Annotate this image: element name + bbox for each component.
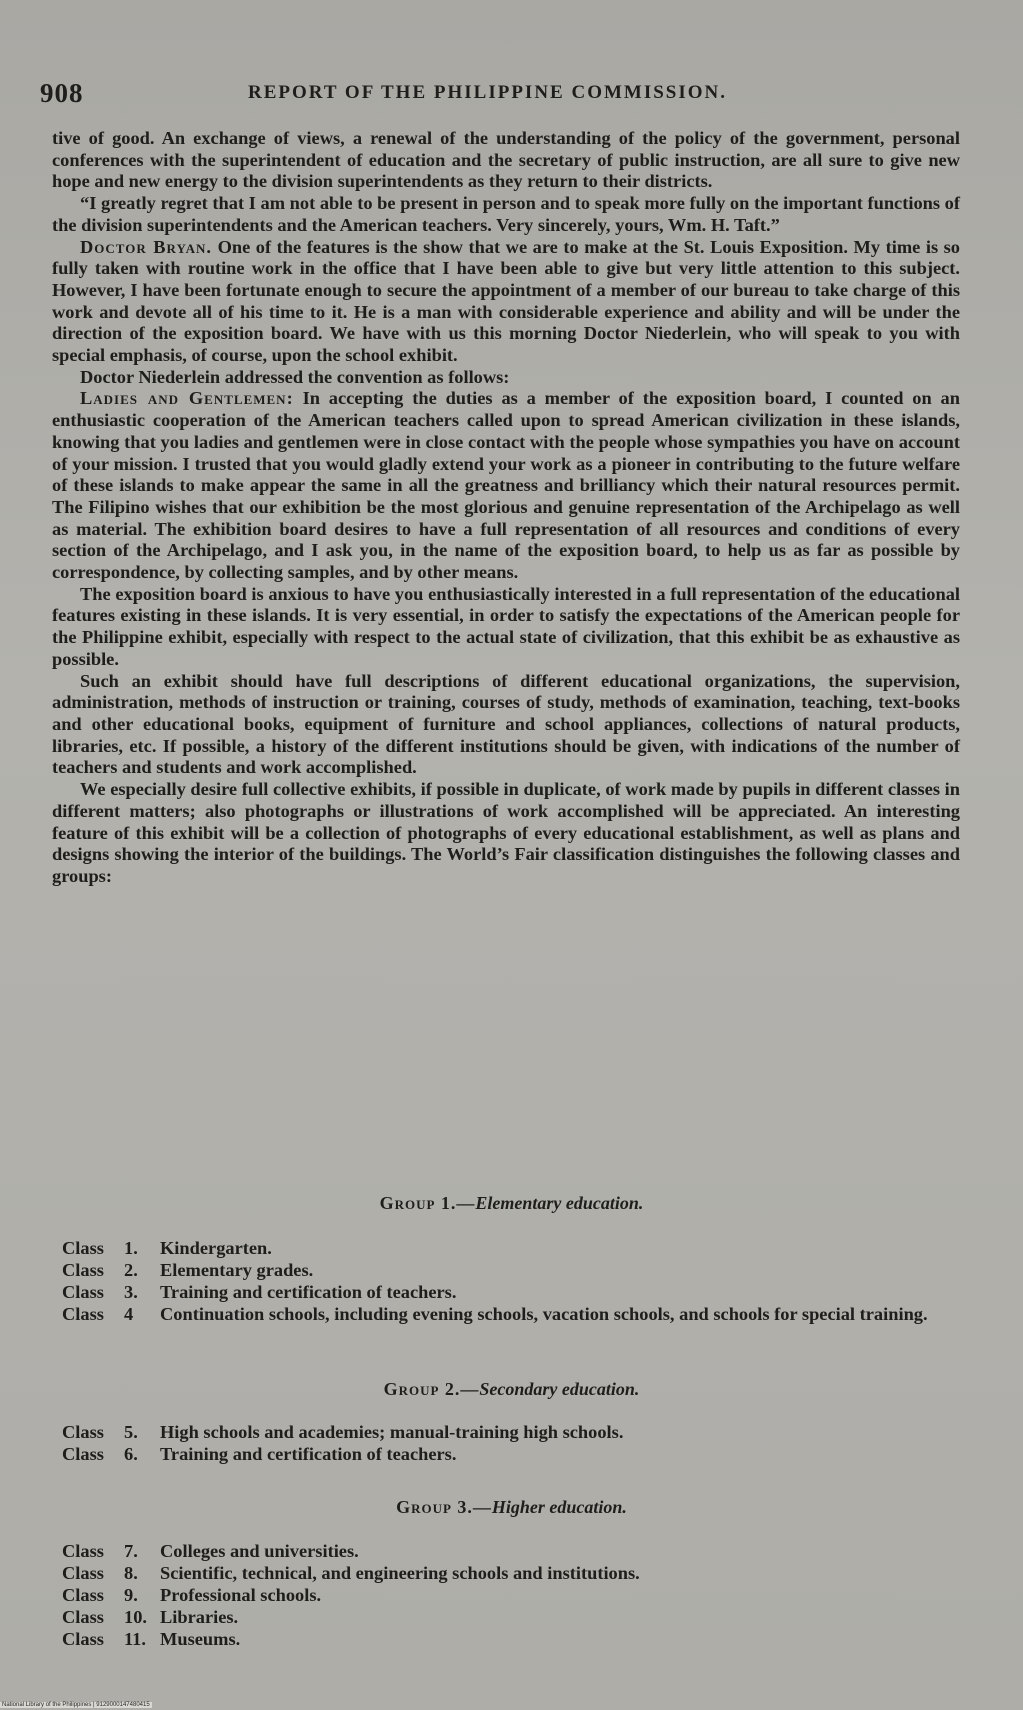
class-word: Class	[62, 1563, 104, 1583]
class-word: Class	[62, 1585, 104, 1605]
class-word: Class	[62, 1607, 104, 1627]
class-item	[62, 1443, 962, 1465]
paragraph: Such an exhibit should have full descriptions of different educational organizations, the supervision, administration, methods of instruction or training, courses of study, methods of examination, teaching, text-books and other educational books, equipment of furniture and school appliances, collections of natural products, libraries, etc. If possible, a history of the different institutions should be given, with indications of the number of teachers and students and work accomplished.	[52, 670, 960, 778]
speaker-name: Doctor Bryan.	[80, 236, 213, 257]
group-label: Group 3.—	[396, 1497, 492, 1517]
class-item	[62, 1421, 962, 1443]
class-text: Scientific, technical, and engineering schools and institutions.	[160, 1563, 640, 1583]
class-list	[62, 1540, 962, 1650]
salutation: Ladies and Gentlemen:	[80, 388, 294, 409]
paragraph: “I greatly regret that I am not able to be present in person and to speak more fully on the important functions of the division superintendents and the American teachers. Very sincerely, yours, Wm. H. Taft.”	[52, 193, 960, 235]
class-word: Class	[62, 1541, 104, 1561]
paragraph	[52, 388, 960, 583]
class-item	[62, 1303, 962, 1325]
class-number: 6.	[124, 1444, 138, 1464]
page-header	[40, 78, 980, 118]
paragraph-text: One of the features is the show that we are to make at the St. Louis Exposition. My time is so fully taken with routine work in the office that I have been able to give but very little attention to this subject. However, I have been fortunate enough to secure the appointment of a member of our bureau to take charge of this work and devote all of his time to it. He is a man with considerable experience and ability and will be under the direction of the exposition board. We have with us this morning Doctor Niederlein, who will speak to you with special emphasis, of course, upon the school exhibit.	[52, 236, 960, 366]
class-text: Training and certification of teachers.	[160, 1282, 457, 1302]
group-title: Higher education.	[491, 1497, 627, 1517]
page-number: 908	[40, 78, 84, 108]
group-heading	[0, 1193, 1023, 1214]
class-item	[62, 1606, 962, 1628]
class-item	[62, 1562, 962, 1584]
body-text	[52, 128, 960, 888]
class-number: 1.	[124, 1238, 138, 1258]
class-text: Kindergarten.	[160, 1238, 272, 1258]
class-item	[62, 1237, 962, 1259]
paragraph-text: In accepting the duties as a member of the exposition board, I counted on an enthusiastic cooperation of the American teachers called upon to spread American civilization in these islands, knowing that you ladies and gentlemen were in close contact with the people whose sympathies you have on account of your mission. I trusted that you would gladly extend your work as a pioneer in contributing to the future welfare of these islands to make appear the same in all the greatness and brilliancy which their natural resources permit. The Filipino wishes that our exhibition be the most glorious and genuine representation of the Archipelago as well as material. The exhibition board desires to have a full representation of all resources and conditions of every section of the Archipelago, and I ask you, in the name of the exposition board, to help us as far as possible by correspondence, by collecting samples, and by other means.	[52, 388, 960, 583]
class-text: Continuation schools, including evening schools, vacation schools, and schools for special training.	[160, 1304, 928, 1324]
group-heading	[0, 1379, 1023, 1400]
group-title: Secondary education.	[479, 1379, 640, 1399]
group-label: Group 2.—	[383, 1379, 480, 1399]
class-number: 8.	[124, 1563, 138, 1583]
class-word: Class	[62, 1422, 104, 1442]
class-number: 4	[124, 1304, 134, 1324]
class-text: Colleges and universities.	[160, 1541, 359, 1561]
class-number: 7.	[124, 1541, 138, 1561]
class-number: 11.	[124, 1629, 146, 1649]
class-number: 2.	[124, 1260, 138, 1280]
class-item	[62, 1281, 962, 1303]
class-item	[62, 1584, 962, 1606]
class-text: Training and certification of teachers.	[160, 1444, 457, 1464]
class-text: Libraries.	[160, 1607, 239, 1627]
group-label: Group 1.—	[379, 1193, 476, 1213]
paragraph: Doctor Niederlein addressed the convention as follows:	[80, 366, 510, 387]
library-footer-stamp: National Library of the Philippines | 9129000147480415	[2, 1702, 150, 1708]
group-heading	[0, 1497, 1023, 1518]
class-text: Museums.	[160, 1629, 241, 1649]
class-word: Class	[62, 1260, 104, 1280]
group-title: Elementary education.	[475, 1193, 644, 1213]
class-number: 10.	[124, 1607, 147, 1627]
paragraph: We especially desire full collective exhibits, if possible in duplicate, of work made by pupils in different classes in different matters; also photographs or illustrations of work accomplished will be appreciated. An interesting feature of this exhibit will be a collection of photographs of every educational establishment, as well as plans and designs showing the interior of the buildings. The World’s Fair classification distinguishes the following classes and groups:	[52, 779, 960, 886]
class-word: Class	[62, 1444, 104, 1464]
class-number: 3.	[124, 1282, 138, 1302]
paragraph: tive of good. An exchange of views, a renewal of the understanding of the policy of the government, personal conferences with the superintendent of education and the secretary of public instruction, are all sure to give new hope and new energy to the division superintendents as they return to their districts.	[52, 128, 960, 192]
class-list	[62, 1421, 962, 1465]
paragraph	[52, 237, 960, 367]
class-number: 9.	[124, 1585, 138, 1605]
paragraph: The exposition board is anxious to have you enthusiastically interested in a full representation of the educational features existing in these islands. It is very essential, in order to satisfy the expectations of the American people for the Philippine exhibit, especially with respect to the actual state of civilization, that this exhibit be as exhaustive as possible.	[52, 583, 960, 669]
class-word: Class	[62, 1629, 104, 1649]
class-word: Class	[62, 1304, 104, 1324]
class-word: Class	[62, 1238, 104, 1258]
class-item	[62, 1259, 962, 1281]
class-text: Elementary grades.	[160, 1260, 314, 1280]
class-number: 5.	[124, 1422, 138, 1442]
class-text: High schools and academies; manual-training high schools.	[160, 1422, 624, 1442]
class-list	[62, 1237, 962, 1325]
class-item	[62, 1628, 962, 1650]
running-head: REPORT OF THE PHILIPPINE COMMISSION.	[248, 82, 728, 103]
class-item	[62, 1540, 962, 1562]
class-text: Professional schools.	[160, 1585, 322, 1605]
class-word: Class	[62, 1282, 104, 1302]
